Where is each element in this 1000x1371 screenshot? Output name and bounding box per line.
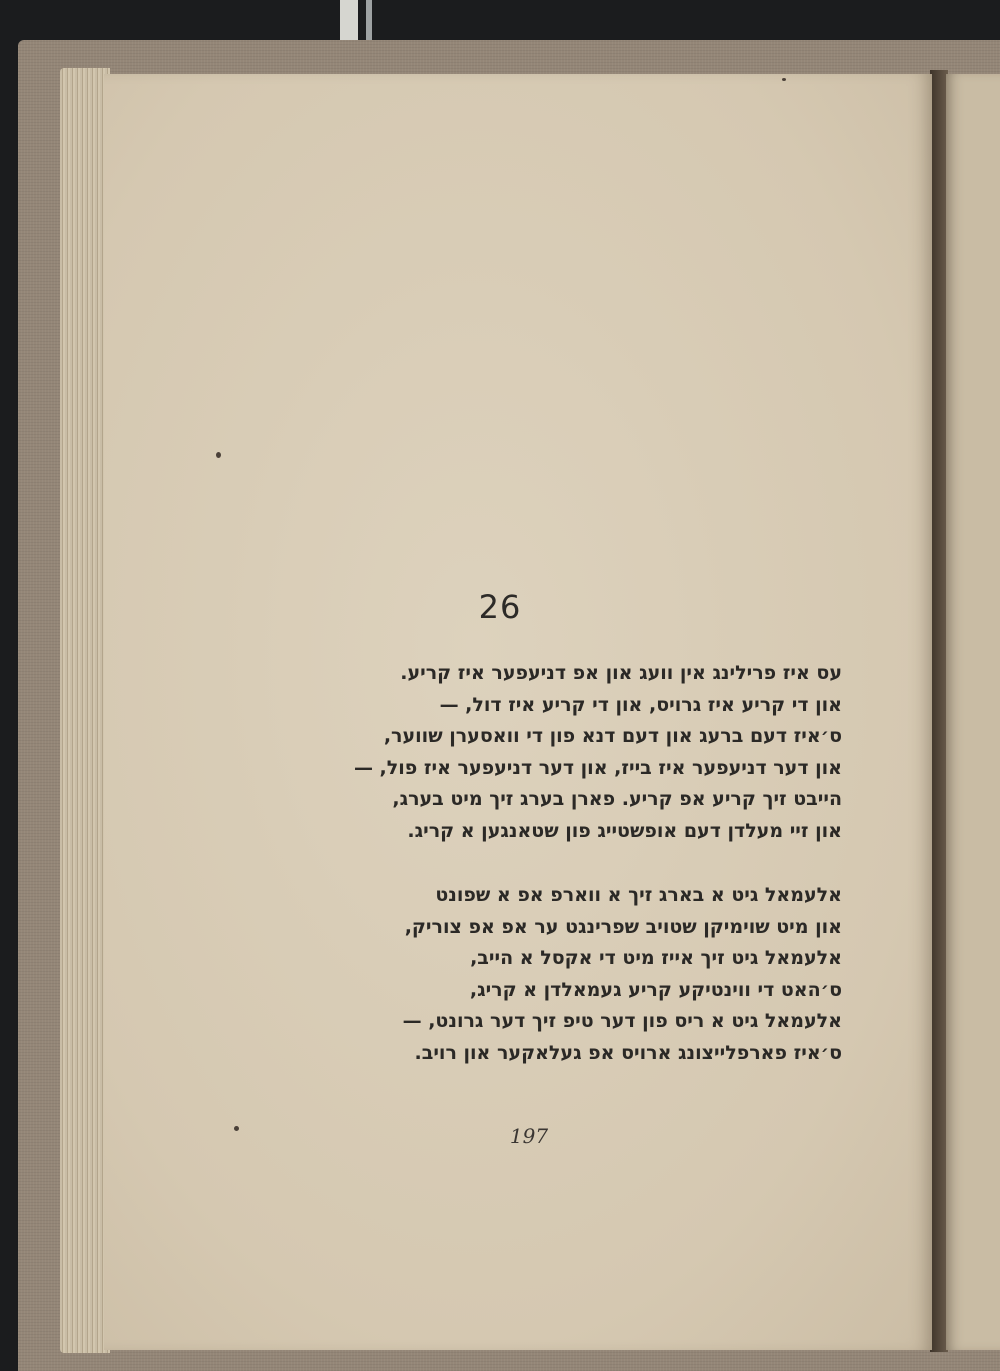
stanza-2	[282, 880, 842, 1069]
scan-edge-strip-thin	[366, 0, 372, 40]
poem-line: און מיט שוימיקן שטויב שפרינגט ער אפ אפ צוריק,	[404, 915, 842, 938]
stanza-1	[282, 658, 842, 847]
poem-line: ס׳איז דעם ברעג און דעם דנא פון די וואסערן שווער,	[383, 725, 842, 747]
facing-page-edge	[946, 74, 1000, 1350]
poem-line: אלעמאל גיט זיך אייז מיט די אקסל א הייב,	[470, 947, 842, 969]
poem-line: ס׳איז פארפלייצונג ארויס אפ געלאקער און רויב.	[414, 1041, 842, 1064]
scan-edge-strip	[340, 0, 358, 40]
poem-line: ס׳האט די ווינטיקע קריע געמאלדן א קריג,	[469, 978, 842, 1001]
poem-line: הייבט זיך קריע אפ קריע. פארן בערג זיך מיט בערג,	[392, 788, 842, 810]
poem-line: עס איז פרילינג אין וועג און אפ דניעפער איז קריע.	[400, 662, 842, 684]
paper-speck	[782, 78, 786, 81]
page-number: 197	[509, 1124, 549, 1148]
paper-speck	[216, 452, 221, 458]
page-block-edges	[60, 68, 110, 1353]
poem-line: און דער דניעפער איז בייז, און דער דניעפער איז פול, —	[353, 756, 842, 779]
poem-line: און די קריע איז גרויס, און די קריע איז דול, —	[439, 693, 842, 716]
poem-line: אלעמאל גיט א ריס פון דער טיפ זיך דער גרונט, —	[402, 1010, 842, 1032]
poem-line: און זיי מעלדן דעם אופשטייג פון שטאנגען א קריג.	[407, 819, 842, 842]
poem-line: אלעמאל גיט א בארג זיך א ווארפ אפ א שפונט	[435, 884, 842, 906]
chapter-number: 26	[478, 588, 522, 626]
